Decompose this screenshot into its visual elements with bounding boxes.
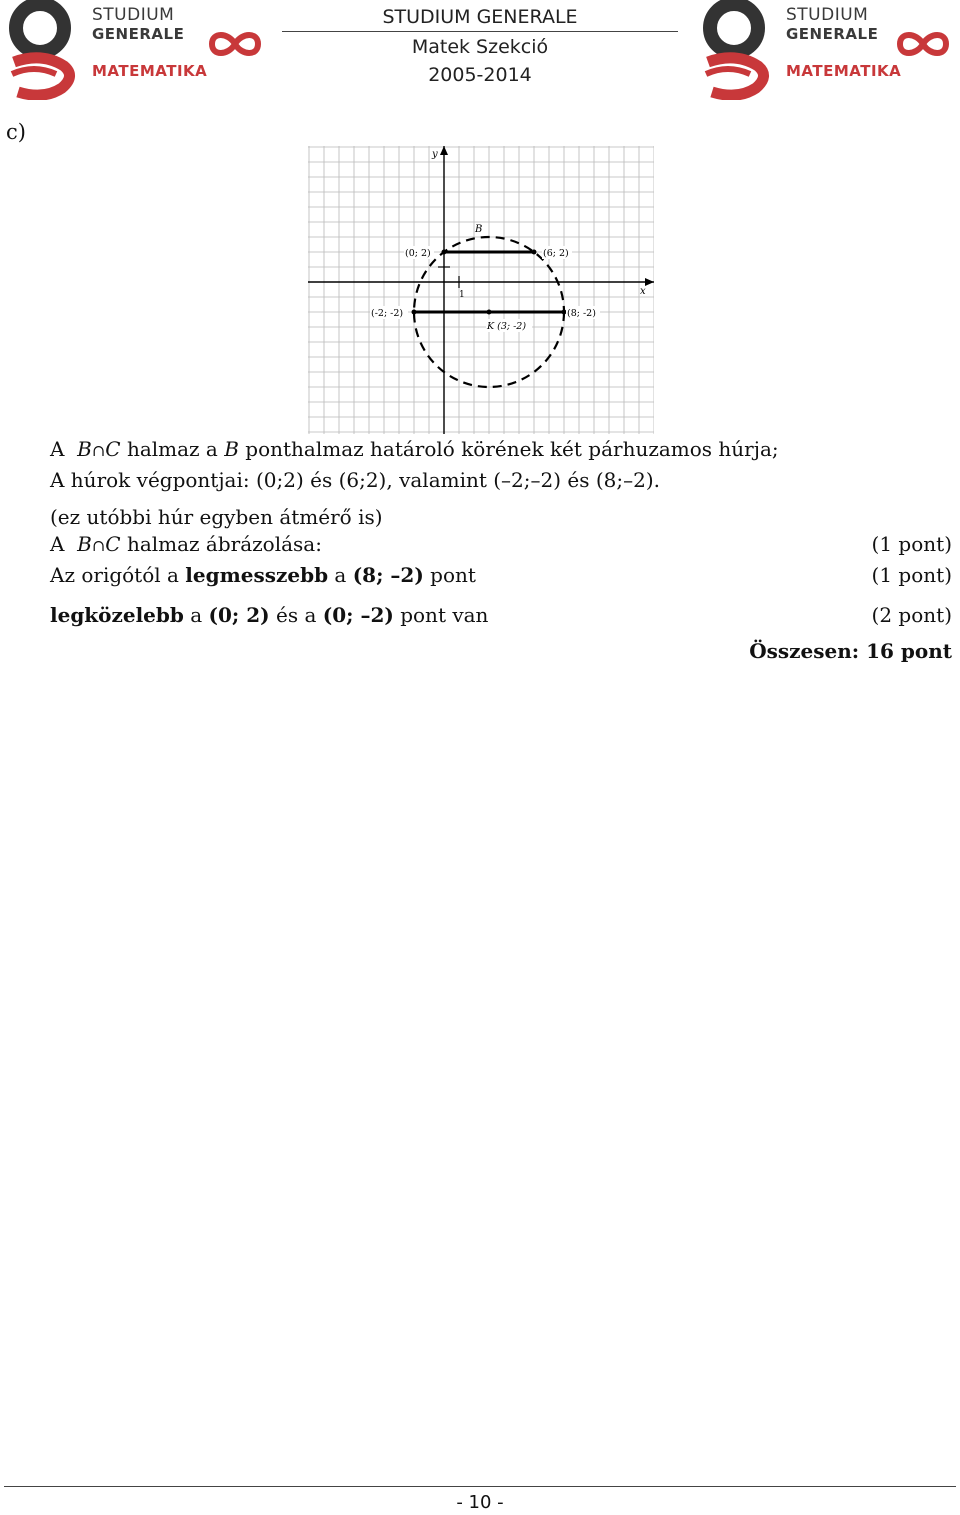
line-1-a: A [50, 437, 65, 461]
line-6-f: pont van [393, 603, 489, 627]
line-4-set-b: B [77, 532, 92, 556]
line-5-legmesszebb: legmesszebb [185, 563, 329, 587]
points-line-5: (1 pont) [871, 563, 952, 587]
header-title: STUDIUM GENERALE [382, 6, 578, 28]
line-3: (ez utóbbi húr egyben átmérő is) [50, 505, 383, 529]
line-5-e: pont [423, 563, 476, 587]
total-points: Összesen: 16 pont [749, 639, 952, 663]
logo-matematika: MATEMATIKA [92, 62, 208, 80]
center-k [487, 310, 492, 315]
line-5-a: Az origótól a [50, 563, 186, 587]
line-4-a: A [50, 532, 65, 556]
line-1-set-b: B [77, 437, 92, 461]
point-m2-m2 [412, 310, 417, 315]
line-4-set-c: C [105, 532, 121, 556]
line-4-rest: halmaz ábrázolása: [120, 532, 322, 556]
label-8-m2: (8; -2) [567, 308, 596, 319]
line-6-b: a [183, 603, 209, 627]
header-years: 2005-2014 [428, 64, 532, 86]
logo-generale: GENERALE [92, 25, 185, 43]
line-6-d: és a [269, 603, 323, 627]
header-rule [282, 31, 678, 32]
line-5 [50, 563, 476, 587]
tick-one: 1 [459, 290, 465, 300]
line-5-c: a [328, 563, 353, 587]
logo-right [698, 0, 960, 100]
intersection-symbol: ∩ [91, 441, 106, 460]
footer-rule [4, 1486, 956, 1487]
grid [308, 146, 654, 434]
label-m2-m2: (-2; -2) [371, 308, 404, 319]
point-0-2 [442, 250, 447, 255]
line-6-legkozelebb: legközelebb [50, 603, 184, 627]
line-4 [50, 532, 322, 558]
infinity-icon [894, 30, 952, 58]
line-6 [50, 603, 488, 627]
logo-generale: GENERALE [786, 25, 879, 43]
logo-studium: STUDIUM [786, 5, 869, 25]
label-0-2: (0; 2) [405, 248, 431, 259]
logo-g-icon [698, 0, 776, 100]
x-axis-arrow [645, 278, 654, 286]
logo-g-icon [4, 0, 82, 100]
infinity-icon [206, 30, 264, 58]
points-line-6: (2 pont) [871, 603, 952, 627]
logo-matematika: MATEMATIKA [786, 62, 902, 80]
line-1-set-b2: B [224, 437, 239, 461]
header-subtitle: Matek Szekció [411, 36, 549, 58]
y-axis-label: y [432, 149, 438, 160]
point-8-m2 [562, 310, 567, 315]
label-center-k: K (3; -2) [487, 321, 527, 332]
logo-studium: STUDIUM [92, 5, 175, 25]
line-6-point-1: (0; 2) [208, 603, 270, 627]
x-axis-label: x [640, 286, 646, 297]
line-5-point: (8; –2) [352, 563, 424, 587]
coordinate-figure [308, 146, 654, 434]
line-6-point-2: (0; –2) [322, 603, 394, 627]
line-1-set-c: C [105, 437, 121, 461]
label-6-2: (6; 2) [543, 248, 569, 259]
points-line-4: (1 pont) [871, 532, 952, 556]
logo-left [4, 0, 274, 100]
point-6-2 [532, 250, 537, 255]
part-label: c) [6, 120, 26, 144]
circle-label: B [475, 224, 483, 235]
line-1-rest2: ponthalmaz határoló körének két párhuzamos húrja; [238, 437, 779, 461]
line-1 [50, 437, 779, 463]
intersection-symbol: ∩ [91, 536, 106, 555]
line-1-rest1: halmaz a [120, 437, 225, 461]
line-2: A húrok végpontjai: (0;2) és (6;2), valamint (–2;–2) és (8;–2). [50, 468, 661, 492]
page-number: - 10 - [456, 1492, 504, 1513]
